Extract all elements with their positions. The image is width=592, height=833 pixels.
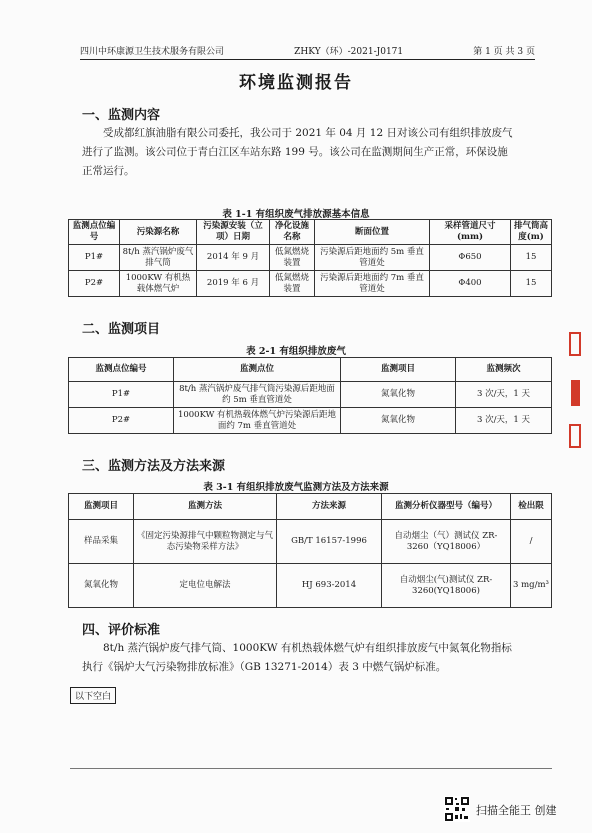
table-header-row: [69, 358, 552, 382]
table-cell: 氮氧化物: [341, 382, 456, 408]
table-row: [69, 271, 552, 297]
table-cell: 3 次/天，1 天: [456, 382, 552, 408]
qr-code-icon: [444, 796, 470, 822]
section-1-line-2: 进行了监测。该公司位于青白江区车站东路 199 号。该公司在监测期间生产正常，环保设施: [82, 146, 508, 158]
table-cell: 15: [511, 271, 552, 297]
table-1-caption: 表 1-1 有组织废气排放源基本信息: [222, 209, 370, 220]
table-cell: Φ400: [430, 271, 511, 297]
header-cell: 断面位置: [315, 220, 430, 245]
table-cell: HJ 693-2014: [277, 564, 382, 608]
section-2-heading: 二、监测项目: [82, 322, 161, 337]
header-cell: 监测点位编号: [69, 220, 120, 245]
table-cell: 污染源后距地面约 7m 垂直管道处: [315, 271, 430, 297]
table-cell: 污染源后距地面约 5m 垂直管道处: [315, 245, 430, 271]
table-cell: 自动烟尘(气)测试仪 ZR-3260(YQ18006): [382, 564, 511, 608]
table-cell: 3 次/天，1 天: [456, 408, 552, 434]
header-cell: 污染源安装（立项）日期: [197, 220, 270, 245]
page-header: [80, 41, 535, 60]
section-4-line-2: 执行《锅炉大气污染物排放标准》（GB 13271-2014）表 3 中燃气锅炉标准。: [82, 661, 447, 673]
header-cell: 监测点位编号: [69, 358, 174, 382]
footer-divider: [70, 768, 552, 769]
table-cell: GB/T 16157-1996: [277, 520, 382, 564]
header-cell: 方法来源: [277, 494, 382, 520]
table-cell: 1000KW 有机热载体燃气炉污染源后距地面约 7m 垂直管道处: [174, 408, 341, 434]
table-cell: P1#: [69, 245, 120, 271]
header-cell: 污染源名称: [120, 220, 197, 245]
table-cell: P2#: [69, 271, 120, 297]
table-cell: 8t/h 蒸汽锅炉废气排气筒: [120, 245, 197, 271]
table-cell: 自动烟尘（气）测试仪 ZR-3260（YQ18006）: [382, 520, 511, 564]
table-3: [68, 493, 552, 608]
company-name: 四川中环康源卫生技术服务有限公司: [80, 47, 225, 57]
table-1: [68, 219, 552, 297]
table-header-row: [69, 220, 552, 245]
header-cell: 监测项目: [69, 494, 134, 520]
header-cell: 净化设施名称: [270, 220, 315, 245]
scanner-watermark: 扫描全能王 创建: [476, 804, 557, 817]
table-cell: P2#: [69, 408, 174, 434]
header-cell: 监测频次: [456, 358, 552, 382]
header-cell: 监测分析仪器型号（编号）: [382, 494, 511, 520]
section-1-line-3: 正常运行。: [82, 165, 135, 177]
table-cell: 15: [511, 245, 552, 271]
table-row: [69, 564, 552, 608]
table-cell: 《固定污染源排气中颗粒物测定与气态污染物采样方法》: [134, 520, 277, 564]
table-row: [69, 520, 552, 564]
report-title: 环境监测报告: [239, 73, 353, 93]
page-number: 第 1 页 共 3 页: [473, 47, 535, 57]
table-row: [69, 382, 552, 408]
table-cell: 定电位电解法: [134, 564, 277, 608]
header-cell: 监测点位: [174, 358, 341, 382]
header-cell: 排气筒高度(m): [511, 220, 552, 245]
table-cell: 氮氧化物: [341, 408, 456, 434]
table-2-caption: 表 2-1 有组织排放废气: [246, 346, 346, 357]
table-cell: 低氮燃烧装置: [270, 245, 315, 271]
table-cell: 低氮燃烧装置: [270, 271, 315, 297]
section-1-heading: 一、监测内容: [82, 108, 161, 123]
table-2: [68, 357, 552, 434]
table-cell: 2014 年 9 月: [197, 245, 270, 271]
table-cell: 8t/h 蒸汽锅炉废气排气筒污染源后距地面约 5m 垂直管道处: [174, 382, 341, 408]
header-cell: 监测方法: [134, 494, 277, 520]
table-cell: P1#: [69, 382, 174, 408]
header-cell: 采样管道尺寸(mm): [430, 220, 511, 245]
table-cell: 氮氧化物: [69, 564, 134, 608]
header-cell: 监测项目: [341, 358, 456, 382]
section-4-heading: 四、评价标准: [82, 623, 161, 638]
table-cell: 样品采集: [69, 520, 134, 564]
blank-below-stamp: 以下空白: [70, 687, 116, 704]
table-cell: 3 mg/m³: [511, 564, 552, 608]
header-cell: 检出限: [511, 494, 552, 520]
section-1-line-1: 受成都红旗油脂有限公司委托，我公司于 2021 年 04 月 12 日对该公司有组织排放废气: [103, 127, 513, 139]
table-cell: 1000KW 有机热载体燃气炉: [120, 271, 197, 297]
table-cell: Φ650: [430, 245, 511, 271]
section-4-line-1: 8t/h 蒸汽锅炉废气排气筒、1000KW 有机热载体燃气炉有组织排放废气中氮氧化物指标: [103, 642, 512, 654]
report-code: ZHKY（环）-2021-J0171: [294, 47, 404, 57]
table-row: [69, 408, 552, 434]
table-header-row: [69, 494, 552, 520]
table-row: [69, 245, 552, 271]
seal-fragment-icon: [568, 325, 582, 455]
table-cell: /: [511, 520, 552, 564]
section-3-heading: 三、监测方法及方法来源: [82, 459, 226, 474]
table-cell: 2019 年 6 月: [197, 271, 270, 297]
table-3-caption: 表 3-1 有组织排放废气监测方法及方法来源: [203, 482, 389, 493]
